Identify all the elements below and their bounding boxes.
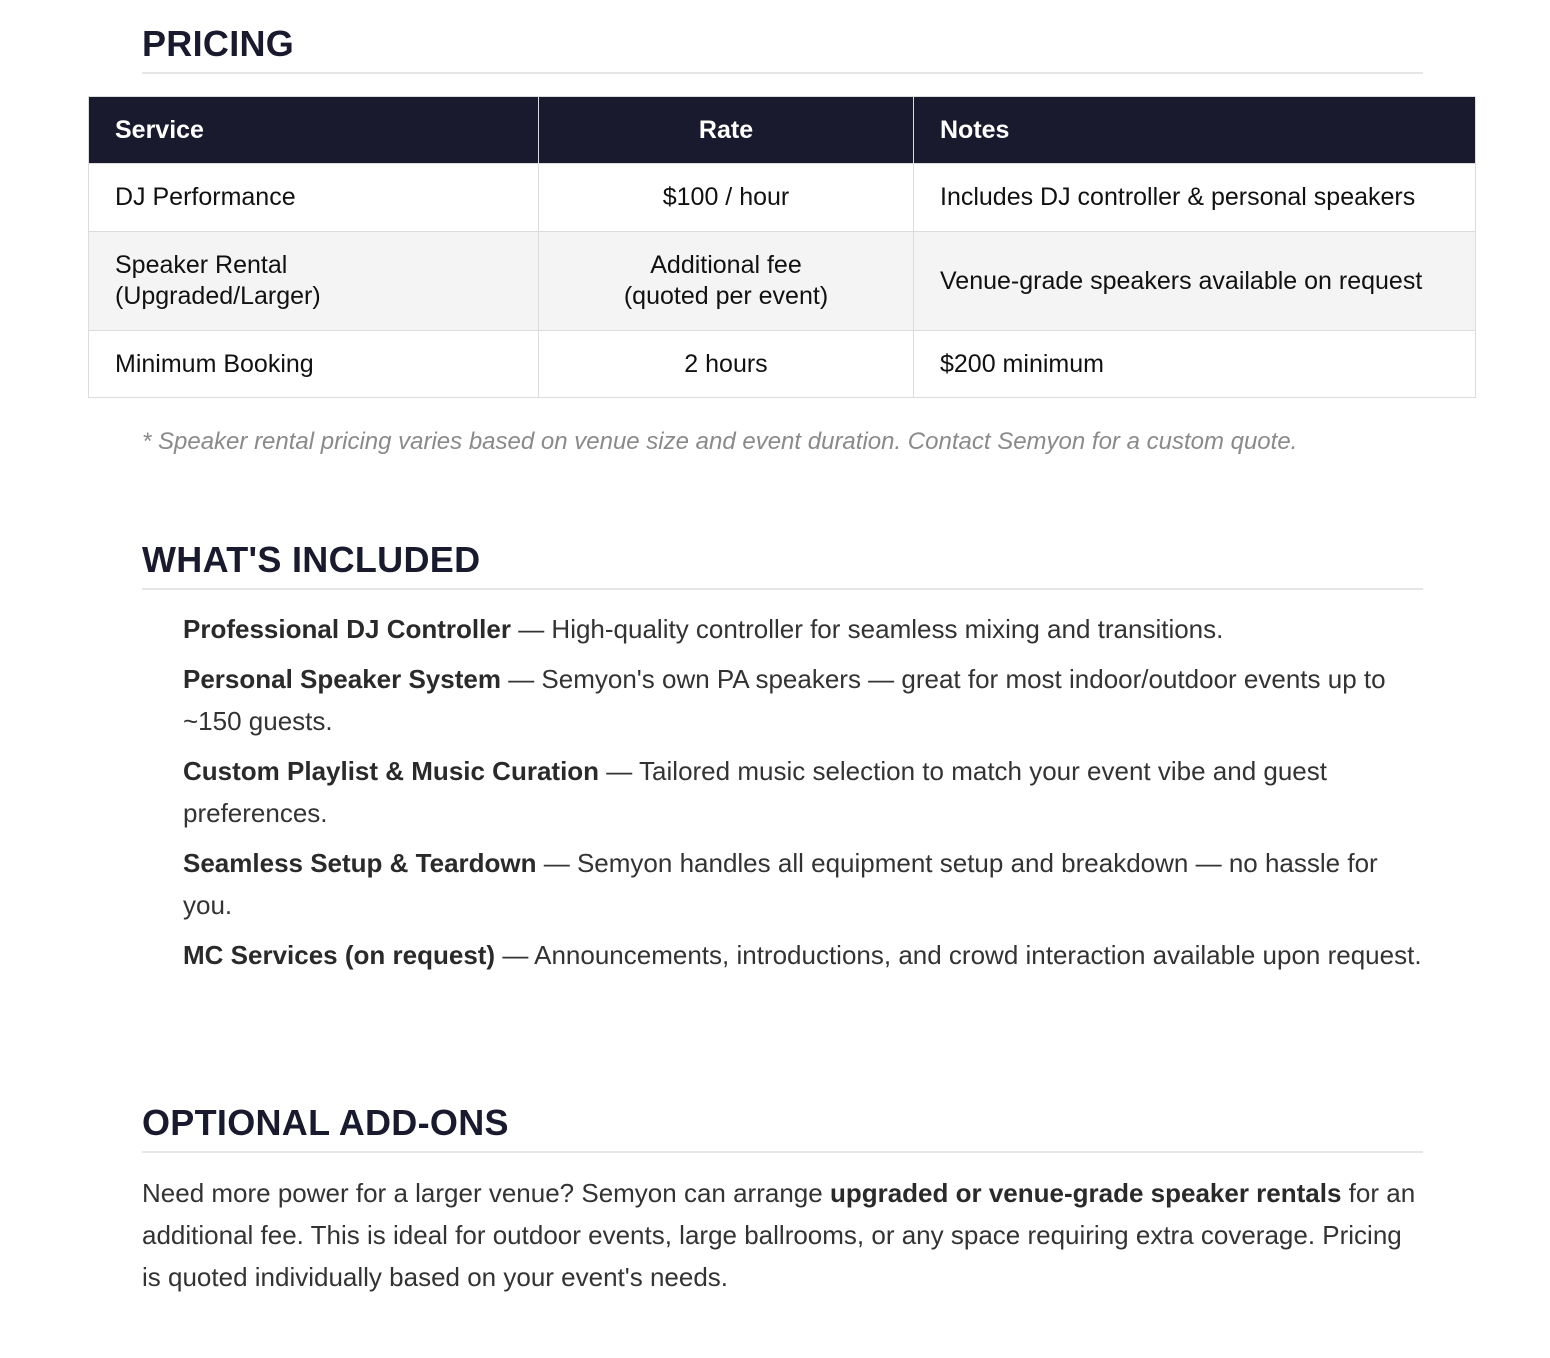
service-name-detail: (Upgraded/Larger) xyxy=(115,282,321,310)
item-name: Custom Playlist & Music Curation xyxy=(183,756,600,786)
service-name: Minimum Booking xyxy=(115,349,314,378)
item-name: Professional DJ Controller xyxy=(183,614,511,644)
list-item xyxy=(183,608,1428,650)
service-cell xyxy=(89,232,539,331)
table-row xyxy=(89,331,1476,398)
included-title: WHAT'S INCLUDED xyxy=(142,540,1423,590)
item-description: — Announcements, introductions, and crowd interaction available upon request. xyxy=(495,940,1422,970)
rate-value-detail: (quoted per event) xyxy=(623,282,829,310)
header-rate: Rate xyxy=(539,97,914,164)
addons-text-end: for an additional fee. This is ideal for outdoor events, large ballrooms, or any space requiring extra coverage. Pricing is quoted individually based on your event's needs. xyxy=(142,1178,1416,1292)
addons-title: OPTIONAL ADD-ONS xyxy=(142,1103,1423,1153)
rate-value: $100 / hour xyxy=(662,183,790,211)
table-row xyxy=(89,232,1476,331)
item-description: — Semyon's own PA speakers — great for most indoor/outdoor events up to ~150 guests. xyxy=(183,664,1386,736)
rate-cell xyxy=(539,164,914,232)
addons-paragraph xyxy=(142,1172,1427,1298)
item-description: — High-quality controller for seamless mixing and transitions. xyxy=(510,614,1224,644)
header-service: Service xyxy=(89,97,539,164)
item-name: Personal Speaker System xyxy=(183,664,501,694)
included-list xyxy=(183,608,1428,984)
pricing-footnote: * Speaker rental pricing varies based on venue size and event duration. Contact Semyon for a custom quote. xyxy=(142,428,1298,455)
header-notes: Notes xyxy=(914,97,1476,164)
pricing-table-header xyxy=(89,97,1476,164)
rate-cell xyxy=(539,232,914,331)
service-name: DJ Performance xyxy=(115,183,296,211)
rate-cell xyxy=(539,331,914,398)
list-item xyxy=(183,934,1428,976)
notes-cell: Includes DJ controller & personal speakers xyxy=(914,164,1476,232)
service-name: Speaker Rental xyxy=(115,251,288,279)
notes-cell: Venue-grade speakers available on request xyxy=(914,232,1476,331)
item-description: — Tailored music selection to match your event vibe and guest preferences. xyxy=(183,756,1327,828)
item-name: Seamless Setup & Teardown xyxy=(183,848,537,878)
list-item xyxy=(183,658,1428,742)
rate-value: 2 hours xyxy=(684,349,768,378)
rate-value: Additional fee xyxy=(650,251,802,279)
pricing-table xyxy=(88,96,1476,398)
pricing-title: PRICING xyxy=(142,24,1423,74)
service-cell xyxy=(89,331,539,398)
service-cell xyxy=(89,164,539,232)
item-description: — Semyon handles all equipment setup and breakdown — no hassle for you. xyxy=(183,848,1378,920)
list-item xyxy=(183,842,1428,926)
item-name: MC Services (on request) xyxy=(183,940,496,970)
list-item xyxy=(183,750,1428,834)
table-row xyxy=(89,164,1476,232)
addons-text-start: Need more power for a larger venue? Semyon can arrange xyxy=(142,1178,830,1208)
notes-cell: $200 minimum xyxy=(914,331,1476,398)
addons-text-highlight: upgraded or venue-grade speaker rentals xyxy=(829,1178,1342,1208)
